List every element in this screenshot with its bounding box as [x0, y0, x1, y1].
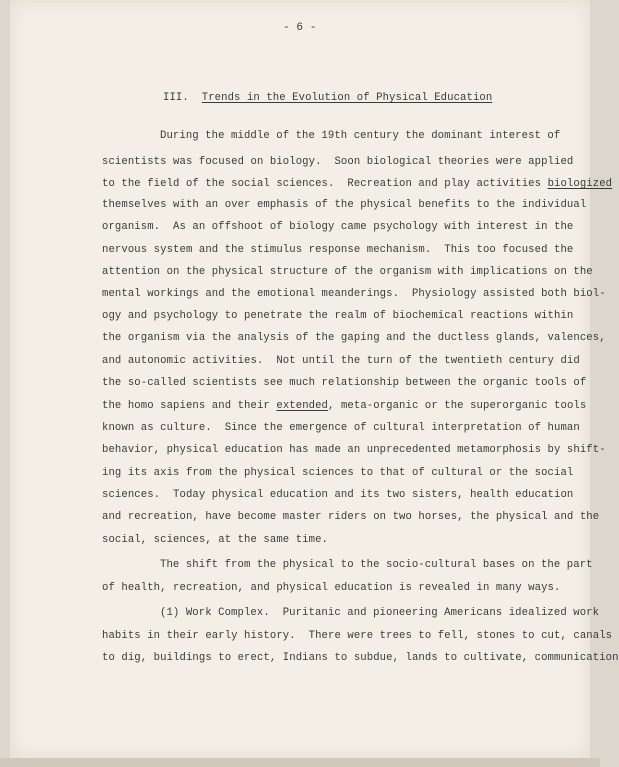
- line-text: the organism via the analysis of the gaping and the ductless glands, valences,: [102, 332, 606, 344]
- text-line: [102, 467, 573, 480]
- text-line: [102, 511, 599, 524]
- line-text: to dig, buildings to erect, Indians to subdue, lands to cultivate, communication: [102, 652, 619, 664]
- underlined-word: extended: [276, 400, 329, 412]
- text-line: [102, 444, 606, 457]
- text-line: [160, 559, 593, 572]
- text-line: [102, 582, 560, 595]
- text-line: [102, 377, 586, 390]
- line-text: ogy and psychology to penetrate the realm of biochemical reactions within: [102, 310, 574, 322]
- text-line: [102, 310, 573, 323]
- line-text: known as culture. Since the emergence of cultural interpretation of human: [102, 422, 580, 434]
- line-text: habits in their early history. There were trees to fell, stones to cut, canals: [102, 630, 613, 642]
- text-line: [102, 355, 580, 368]
- line-text: the so-called scientists see much relationship between the organic tools of: [102, 377, 587, 389]
- line-text: organism. As an offshoot of biology came psychology with interest in the: [102, 221, 574, 233]
- section-heading: [163, 92, 492, 105]
- line-text: , meta-organic or the superorganic tools: [328, 400, 587, 412]
- line-text: mental workings and the emotional meanderings. Physiology assisted both biol-: [102, 288, 606, 300]
- page-number: - 6 -: [283, 22, 317, 34]
- text-line: [102, 652, 619, 665]
- text-line: [102, 534, 328, 547]
- text-line: [160, 130, 560, 143]
- line-text: and recreation, have become master riders on two horses, the physical and the: [102, 511, 600, 523]
- text-line: [102, 332, 606, 345]
- text-line: [102, 199, 586, 212]
- line-text: themselves with an over emphasis of the physical benefits to the individual: [102, 199, 587, 211]
- line-text: social, sciences, at the same time.: [102, 534, 329, 546]
- line-text: sciences. Today physical education and its two sisters, health education: [102, 489, 574, 501]
- text-line: [102, 266, 593, 279]
- line-text: behavior, physical education has made an unprecedented metamorphosis by shift-: [102, 444, 606, 456]
- line-text: attention on the physical structure of the organism with implications on the: [102, 266, 593, 278]
- text-line: [102, 288, 606, 301]
- line-text: the homo sapiens and their: [102, 400, 277, 412]
- line-text: ing its axis from the physical sciences to that of cultural or the social: [102, 467, 574, 479]
- text-line: [102, 178, 612, 191]
- heading-numeral: III.: [163, 92, 189, 104]
- text-line: [160, 607, 599, 620]
- line-text: During the middle of the 19th century the dominant interest of: [160, 130, 561, 142]
- text-line: [102, 400, 586, 413]
- text-line: [102, 221, 573, 234]
- heading-title: Trends in the Evolution of Physical Education: [201, 92, 493, 104]
- text-line: [102, 630, 612, 643]
- text-line: [102, 422, 580, 435]
- line-text: and autonomic activities. Not until the turn of the twentieth century did: [102, 355, 580, 367]
- text-line: [102, 244, 573, 257]
- text-line: [102, 156, 573, 169]
- page-edge: [0, 758, 600, 767]
- line-text: nervous system and the stimulus response mechanism. This too focused the: [102, 244, 574, 256]
- text-line: [102, 489, 573, 502]
- line-text: (1) Work Complex. Puritanic and pioneering Americans idealized work: [160, 607, 600, 619]
- line-text: The shift from the physical to the socio-cultural bases on the part: [160, 559, 593, 571]
- underlined-word: biologized: [547, 178, 613, 190]
- line-text: scientists was focused on biology. Soon biological theories were applied: [102, 156, 574, 168]
- line-text: of health, recreation, and physical education is revealed in many ways.: [102, 582, 561, 594]
- line-text: to the field of the social sciences. Recreation and play activities: [102, 178, 548, 190]
